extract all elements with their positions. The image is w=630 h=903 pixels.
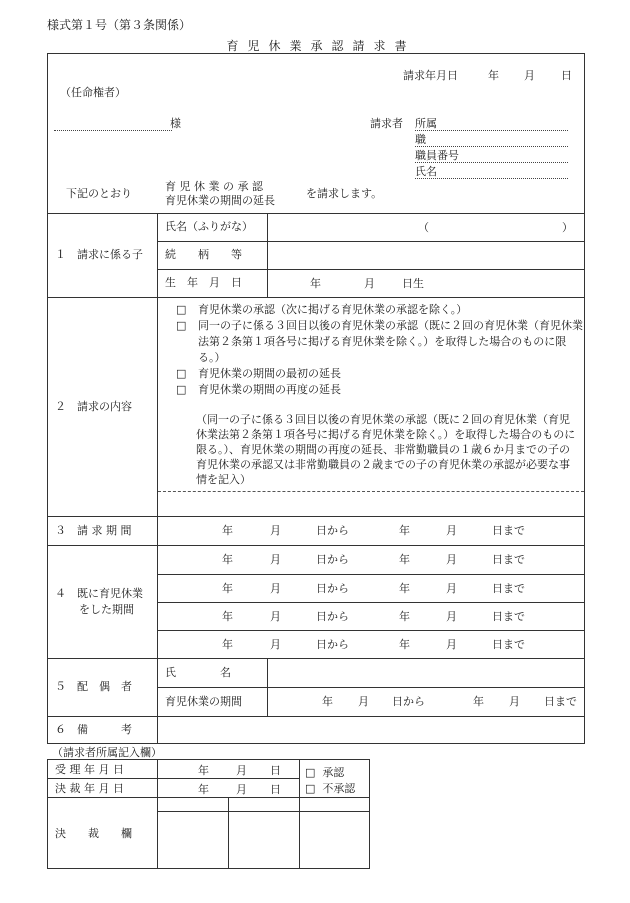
approved-option[interactable] <box>305 765 369 781</box>
section4-label-line2: をした期間 <box>79 603 134 616</box>
period-from: 日から <box>316 637 349 651</box>
checkbox-icon[interactable]: □ <box>176 383 187 396</box>
previous-period-field-2[interactable] <box>158 575 585 603</box>
checkbox-icon[interactable]: □ <box>305 782 316 795</box>
period-year: 年 <box>399 524 410 537</box>
checkbox-icon[interactable]: □ <box>176 303 187 316</box>
not-approved-label: 不承認 <box>322 782 356 795</box>
previous-period-field-4[interactable] <box>158 631 585 659</box>
request-form-table <box>47 53 585 744</box>
appointer-name-field[interactable] <box>54 118 172 131</box>
period-month: 月 <box>446 637 457 651</box>
decision-options <box>300 760 370 798</box>
section2-label: ２ 請求の内容 <box>48 298 158 517</box>
request-date-year: 年 <box>488 69 499 82</box>
period-to: 日まで <box>492 637 525 651</box>
checkbox-icon[interactable]: □ <box>176 319 187 332</box>
approval-stamp-header-2 <box>229 798 300 812</box>
child-name-field[interactable] <box>268 214 585 242</box>
honorific: 様 <box>170 117 181 130</box>
request-date-label: 請求年月日 <box>403 69 458 82</box>
period-from: 日から <box>316 553 349 566</box>
period-year: 年 <box>399 553 410 566</box>
period-to: 日まで <box>492 524 525 537</box>
approval-label: 決 裁 欄 <box>48 798 158 869</box>
office-heading: （請求者所属記入欄） <box>52 746 162 759</box>
period-to: 日まで <box>492 581 525 595</box>
office-use-table <box>47 759 370 869</box>
affiliation-label: 所属 <box>415 117 437 130</box>
period-year: 年 <box>222 553 233 566</box>
requester-name-label: 氏名 <box>415 165 437 178</box>
period-year: 年 <box>322 695 333 708</box>
period-month: 月 <box>509 695 520 708</box>
approval-stamp-header-3 <box>300 798 370 812</box>
date-day: 日 <box>270 764 281 777</box>
period-month: 月 <box>270 524 281 537</box>
dob-year: 年 <box>310 276 321 290</box>
date-year: 年 <box>198 783 209 796</box>
child-name-label: 氏名（ふりがな） <box>158 214 268 242</box>
option-text: 育児休業の期間の最初の延長 <box>198 367 341 380</box>
request-suffix: を請求します。 <box>306 187 383 200</box>
previous-period-field-1[interactable] <box>158 546 585 575</box>
period-year: 年 <box>222 581 233 595</box>
appointer-label: （任命権者） <box>60 86 126 99</box>
checkbox-icon[interactable]: □ <box>305 766 316 779</box>
spouse-leave-period-field[interactable] <box>268 688 585 717</box>
period-year: 年 <box>222 609 233 623</box>
approval-stamp-3[interactable] <box>300 812 370 869</box>
section5-label: ５ 配 偶 者 <box>48 659 158 717</box>
paren-close: ） <box>562 220 573 234</box>
date-year: 年 <box>198 764 209 777</box>
spouse-leave-label: 育児休業の期間 <box>158 688 268 717</box>
child-dob-field[interactable] <box>268 270 585 298</box>
approval-stamp-2[interactable] <box>229 812 300 869</box>
section4-label-line1: ４ 既に育児休業 <box>55 587 143 600</box>
period-to: 日まで <box>544 695 577 708</box>
checkbox-icon[interactable]: □ <box>176 367 187 380</box>
period-month: 月 <box>446 609 457 623</box>
header-block <box>48 54 585 214</box>
request-content <box>158 298 585 517</box>
paren-open: （ <box>418 220 429 234</box>
period-year: 年 <box>473 695 484 708</box>
child-dob-label: 生 年 月 日 <box>158 270 268 298</box>
period-month: 月 <box>446 553 457 566</box>
period-month: 月 <box>270 553 281 566</box>
period-year: 年 <box>222 637 233 651</box>
form-id: 様式第１号（第３条関係） <box>47 18 192 32</box>
section4-label <box>48 546 158 659</box>
preamble: 下記のとおり <box>66 187 132 200</box>
option-text: 育児休業の承認（次に掲げる育児休業の承認を除く。） <box>198 303 468 316</box>
period-month: 月 <box>446 524 457 537</box>
period-month: 月 <box>358 695 369 708</box>
period-from: 日から <box>392 695 425 708</box>
circumstance-note: （同一の子に係る３回目以後の育児休業の承認（既に２回の育児休業（育児休業法第２条第１項各号に掲げる育児休業を除く。）を取得した場合のものに限る。）、育児休業の期間の再度の延長、非常勤職員の１歳６か月までの子の育児休業の承認又は非常勤職員の２歳までの子の育児休業の承認が必要な事情を記入） <box>196 413 576 486</box>
choice-leave-extension[interactable]: 育児休業の期間の延長 <box>165 194 275 207</box>
staff-number-label: 職員番号 <box>415 149 459 162</box>
date-month: 月 <box>236 783 247 796</box>
request-date-day: 日 <box>561 69 572 82</box>
decided-date-label: 決 裁 年 月 日 <box>48 779 158 798</box>
not-approved-option[interactable] <box>305 781 369 797</box>
requester-name-field[interactable] <box>415 166 568 179</box>
request-date-month: 月 <box>524 69 535 82</box>
decided-date-field[interactable] <box>158 779 300 798</box>
option-text: 同一の子に係る３回目以後の育児休業の承認（既に２回の育児休業（育児休業法第２条第１項各号に掲げる育児休業を除く。）を取得した場合のものに限る。） <box>198 319 583 364</box>
spouse-name-label: 氏 名 <box>158 659 268 688</box>
period-year: 年 <box>222 524 233 537</box>
option-second-extension[interactable] <box>176 382 584 398</box>
period-month: 月 <box>446 581 457 595</box>
option-first-extension[interactable] <box>176 366 584 382</box>
date-day: 日 <box>270 783 281 796</box>
date-month: 月 <box>236 764 247 777</box>
position-field[interactable] <box>415 134 568 147</box>
previous-period-field-3[interactable] <box>158 603 585 631</box>
approved-label: 承認 <box>322 766 345 779</box>
approval-stamp-1[interactable] <box>158 812 229 869</box>
period-from: 日から <box>316 609 349 623</box>
period-month: 月 <box>270 581 281 595</box>
period-from: 日から <box>316 524 349 537</box>
period-from: 日から <box>316 581 349 595</box>
circumstance-field[interactable] <box>176 492 584 512</box>
affiliation-field[interactable] <box>415 118 568 131</box>
option-text: 育児休業の期間の再度の延長 <box>198 383 341 396</box>
option-third-leave[interactable] <box>176 318 584 366</box>
dob-month: 月 <box>364 276 375 290</box>
received-date-field[interactable] <box>158 760 300 779</box>
section6-label: ６ 備 考 <box>48 717 158 744</box>
spouse-name-field[interactable] <box>268 659 585 688</box>
request-period-field[interactable] <box>158 517 585 546</box>
section1-label: １ 請求に係る子 <box>48 214 158 298</box>
staff-number-field[interactable] <box>415 150 568 163</box>
section3-label: ３ 請 求 期 間 <box>48 517 158 546</box>
period-year: 年 <box>399 581 410 595</box>
period-month: 月 <box>270 637 281 651</box>
period-year: 年 <box>399 637 410 651</box>
position-label: 職 <box>415 133 426 146</box>
option-leave-approval[interactable] <box>176 302 584 318</box>
period-to: 日まで <box>492 553 525 566</box>
requester-label: 請求者 <box>370 117 403 130</box>
relation-field[interactable] <box>268 242 585 270</box>
remarks-field[interactable] <box>158 717 585 744</box>
choice-leave-approval[interactable]: 育 児 休 業 の 承 認 <box>165 180 263 193</box>
received-date-label: 受 理 年 月 日 <box>48 760 158 779</box>
period-to: 日まで <box>492 609 525 623</box>
period-month: 月 <box>270 609 281 623</box>
dob-born: 日生 <box>402 276 424 290</box>
relation-label: 続 柄 等 <box>158 242 268 270</box>
document-title: 育児休業承認請求書 <box>226 39 416 53</box>
period-year: 年 <box>399 609 410 623</box>
approval-stamp-header-1 <box>158 798 229 812</box>
